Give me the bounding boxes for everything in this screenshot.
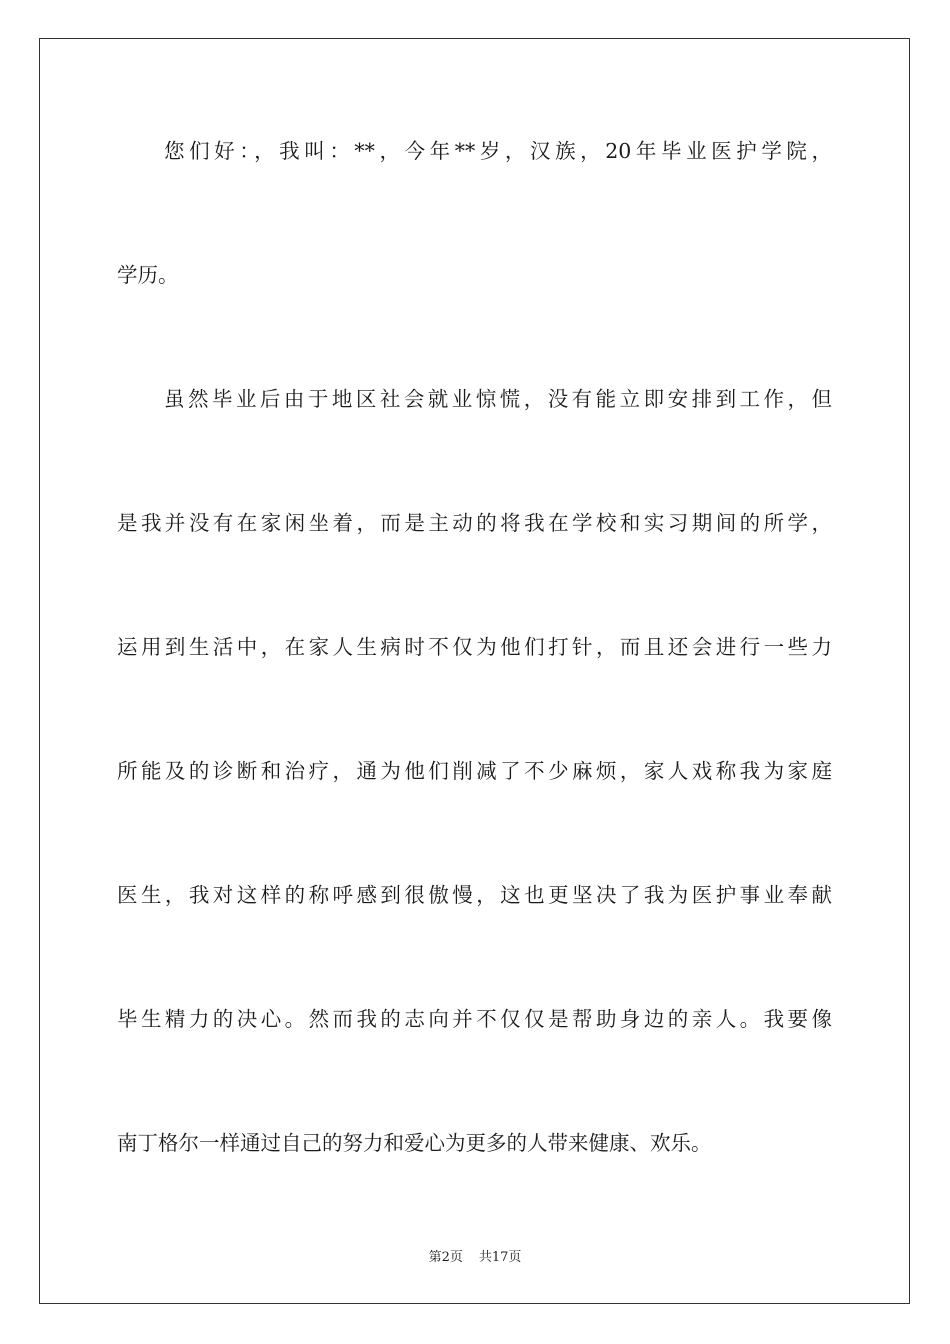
text-line: 南丁格尔一样通过自己的努力和爱心为更多的人带来健康、欢乐。 bbox=[117, 1131, 712, 1155]
line-gap bbox=[117, 678, 832, 740]
text-line: 医生，我对这样的称呼感到很傲慢，这也更坚决了我为医护事业奉献 bbox=[117, 883, 832, 907]
text-line: 所能及的诊断和治疗，通为他们削减了不少麻烦，家人戏称我为家庭 bbox=[117, 759, 832, 783]
paragraph-1 bbox=[117, 120, 832, 306]
line-gap bbox=[117, 926, 832, 988]
page-number: 第2页 bbox=[428, 1250, 463, 1265]
line-gap bbox=[117, 182, 832, 244]
text-line: 虽然毕业后由于地区社会就业惊慌，没有能立即安排到工作，但 bbox=[164, 387, 832, 411]
text-line: 是我并没有在家闲坐着，而是主动的将我在学校和实习期间的所学， bbox=[117, 511, 832, 535]
page-footer bbox=[0, 1246, 950, 1265]
paragraph-2 bbox=[117, 368, 832, 1174]
page-total: 共17页 bbox=[478, 1250, 522, 1265]
line-gap bbox=[117, 554, 832, 616]
text-line: 学历。 bbox=[117, 263, 179, 287]
paragraph-gap bbox=[117, 306, 832, 368]
text-line: 您们好：，我叫：**，今年**岁，汉族，20年毕业医护学院， bbox=[164, 139, 832, 163]
document-body bbox=[117, 120, 832, 1174]
line-gap bbox=[117, 802, 832, 864]
text-line: 运用到生活中，在家人生病时不仅为他们打针，而且还会进行一些力 bbox=[117, 635, 832, 659]
line-gap bbox=[117, 430, 832, 492]
line-gap bbox=[117, 1050, 832, 1112]
text-line: 毕生精力的决心。然而我的志向并不仅仅是帮助身边的亲人。我要像 bbox=[117, 1007, 832, 1031]
